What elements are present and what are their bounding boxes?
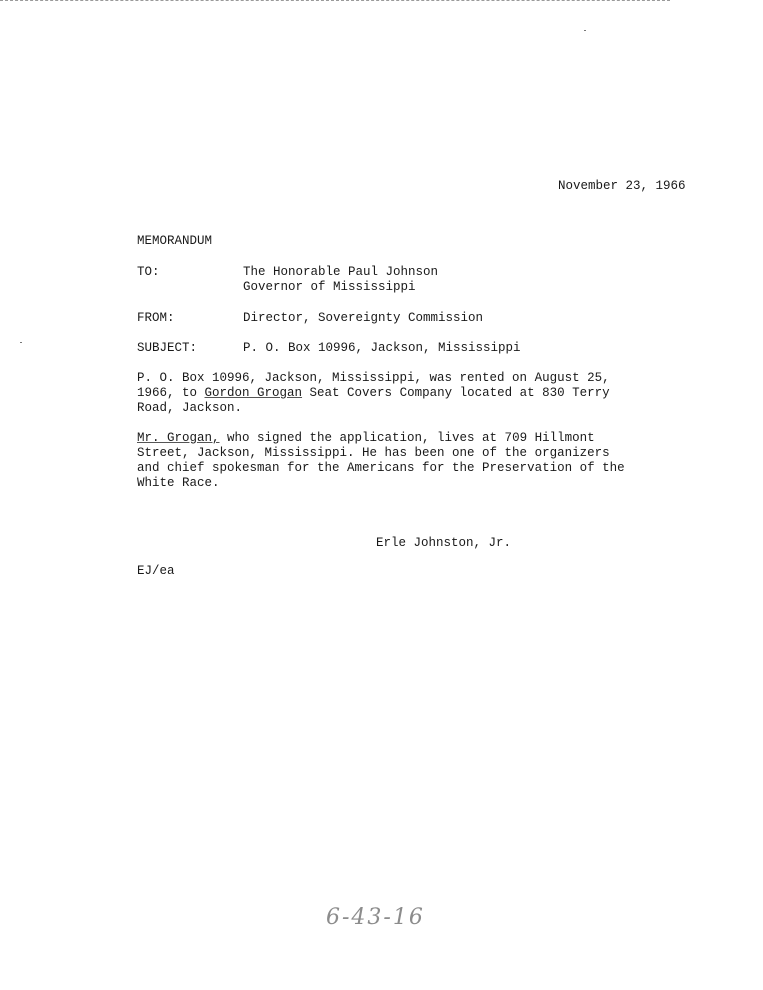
- typist-initials: EJ/ea: [137, 564, 175, 578]
- top-edge-dashes: [0, 0, 670, 1]
- body-paragraph-2: [137, 431, 637, 491]
- underlined-name: Mr. Grogan,: [137, 431, 220, 445]
- paragraph-text: who signed the application, lives at 709 Hillmont: [219, 431, 595, 445]
- paragraph-line: [137, 386, 637, 401]
- memo-title: MEMORANDUM: [137, 234, 213, 248]
- paragraph-text: Seat Covers Company located at 830 Terry: [302, 386, 610, 400]
- paragraph-line: [137, 431, 637, 446]
- signature-name: Erle Johnston, Jr.: [376, 536, 512, 550]
- paragraph-line: P. O. Box 10996, Jackson, Mississippi, was rented on August 25,: [137, 371, 610, 385]
- to-recipient-name: The Honorable Paul Johnson: [243, 265, 439, 279]
- scan-speck: [584, 30, 586, 31]
- paragraph-line: White Race.: [137, 476, 220, 490]
- scan-speck: [20, 342, 22, 343]
- subject-value: P. O. Box 10996, Jackson, Mississippi: [243, 341, 521, 355]
- underlined-name: Gordon Grogan: [204, 386, 303, 400]
- to-label: TO:: [137, 265, 160, 279]
- memo-date: November 23, 1966: [558, 179, 686, 193]
- from-value: Director, Sovereignty Commission: [243, 311, 484, 325]
- paragraph-text: 1966, to: [137, 386, 205, 400]
- handwritten-file-number: 6-43-16: [326, 905, 425, 930]
- to-recipient-title: Governor of Mississippi: [243, 280, 416, 294]
- paragraph-line: Road, Jackson.: [137, 401, 243, 415]
- paragraph-line: and chief spokesman for the Americans for the Preservation of the: [137, 461, 625, 475]
- paragraph-line: Street, Jackson, Mississippi. He has been one of the organizers: [137, 446, 610, 460]
- subject-label: SUBJECT:: [137, 341, 198, 355]
- body-paragraph-1: [137, 371, 637, 416]
- from-label: FROM:: [137, 311, 175, 325]
